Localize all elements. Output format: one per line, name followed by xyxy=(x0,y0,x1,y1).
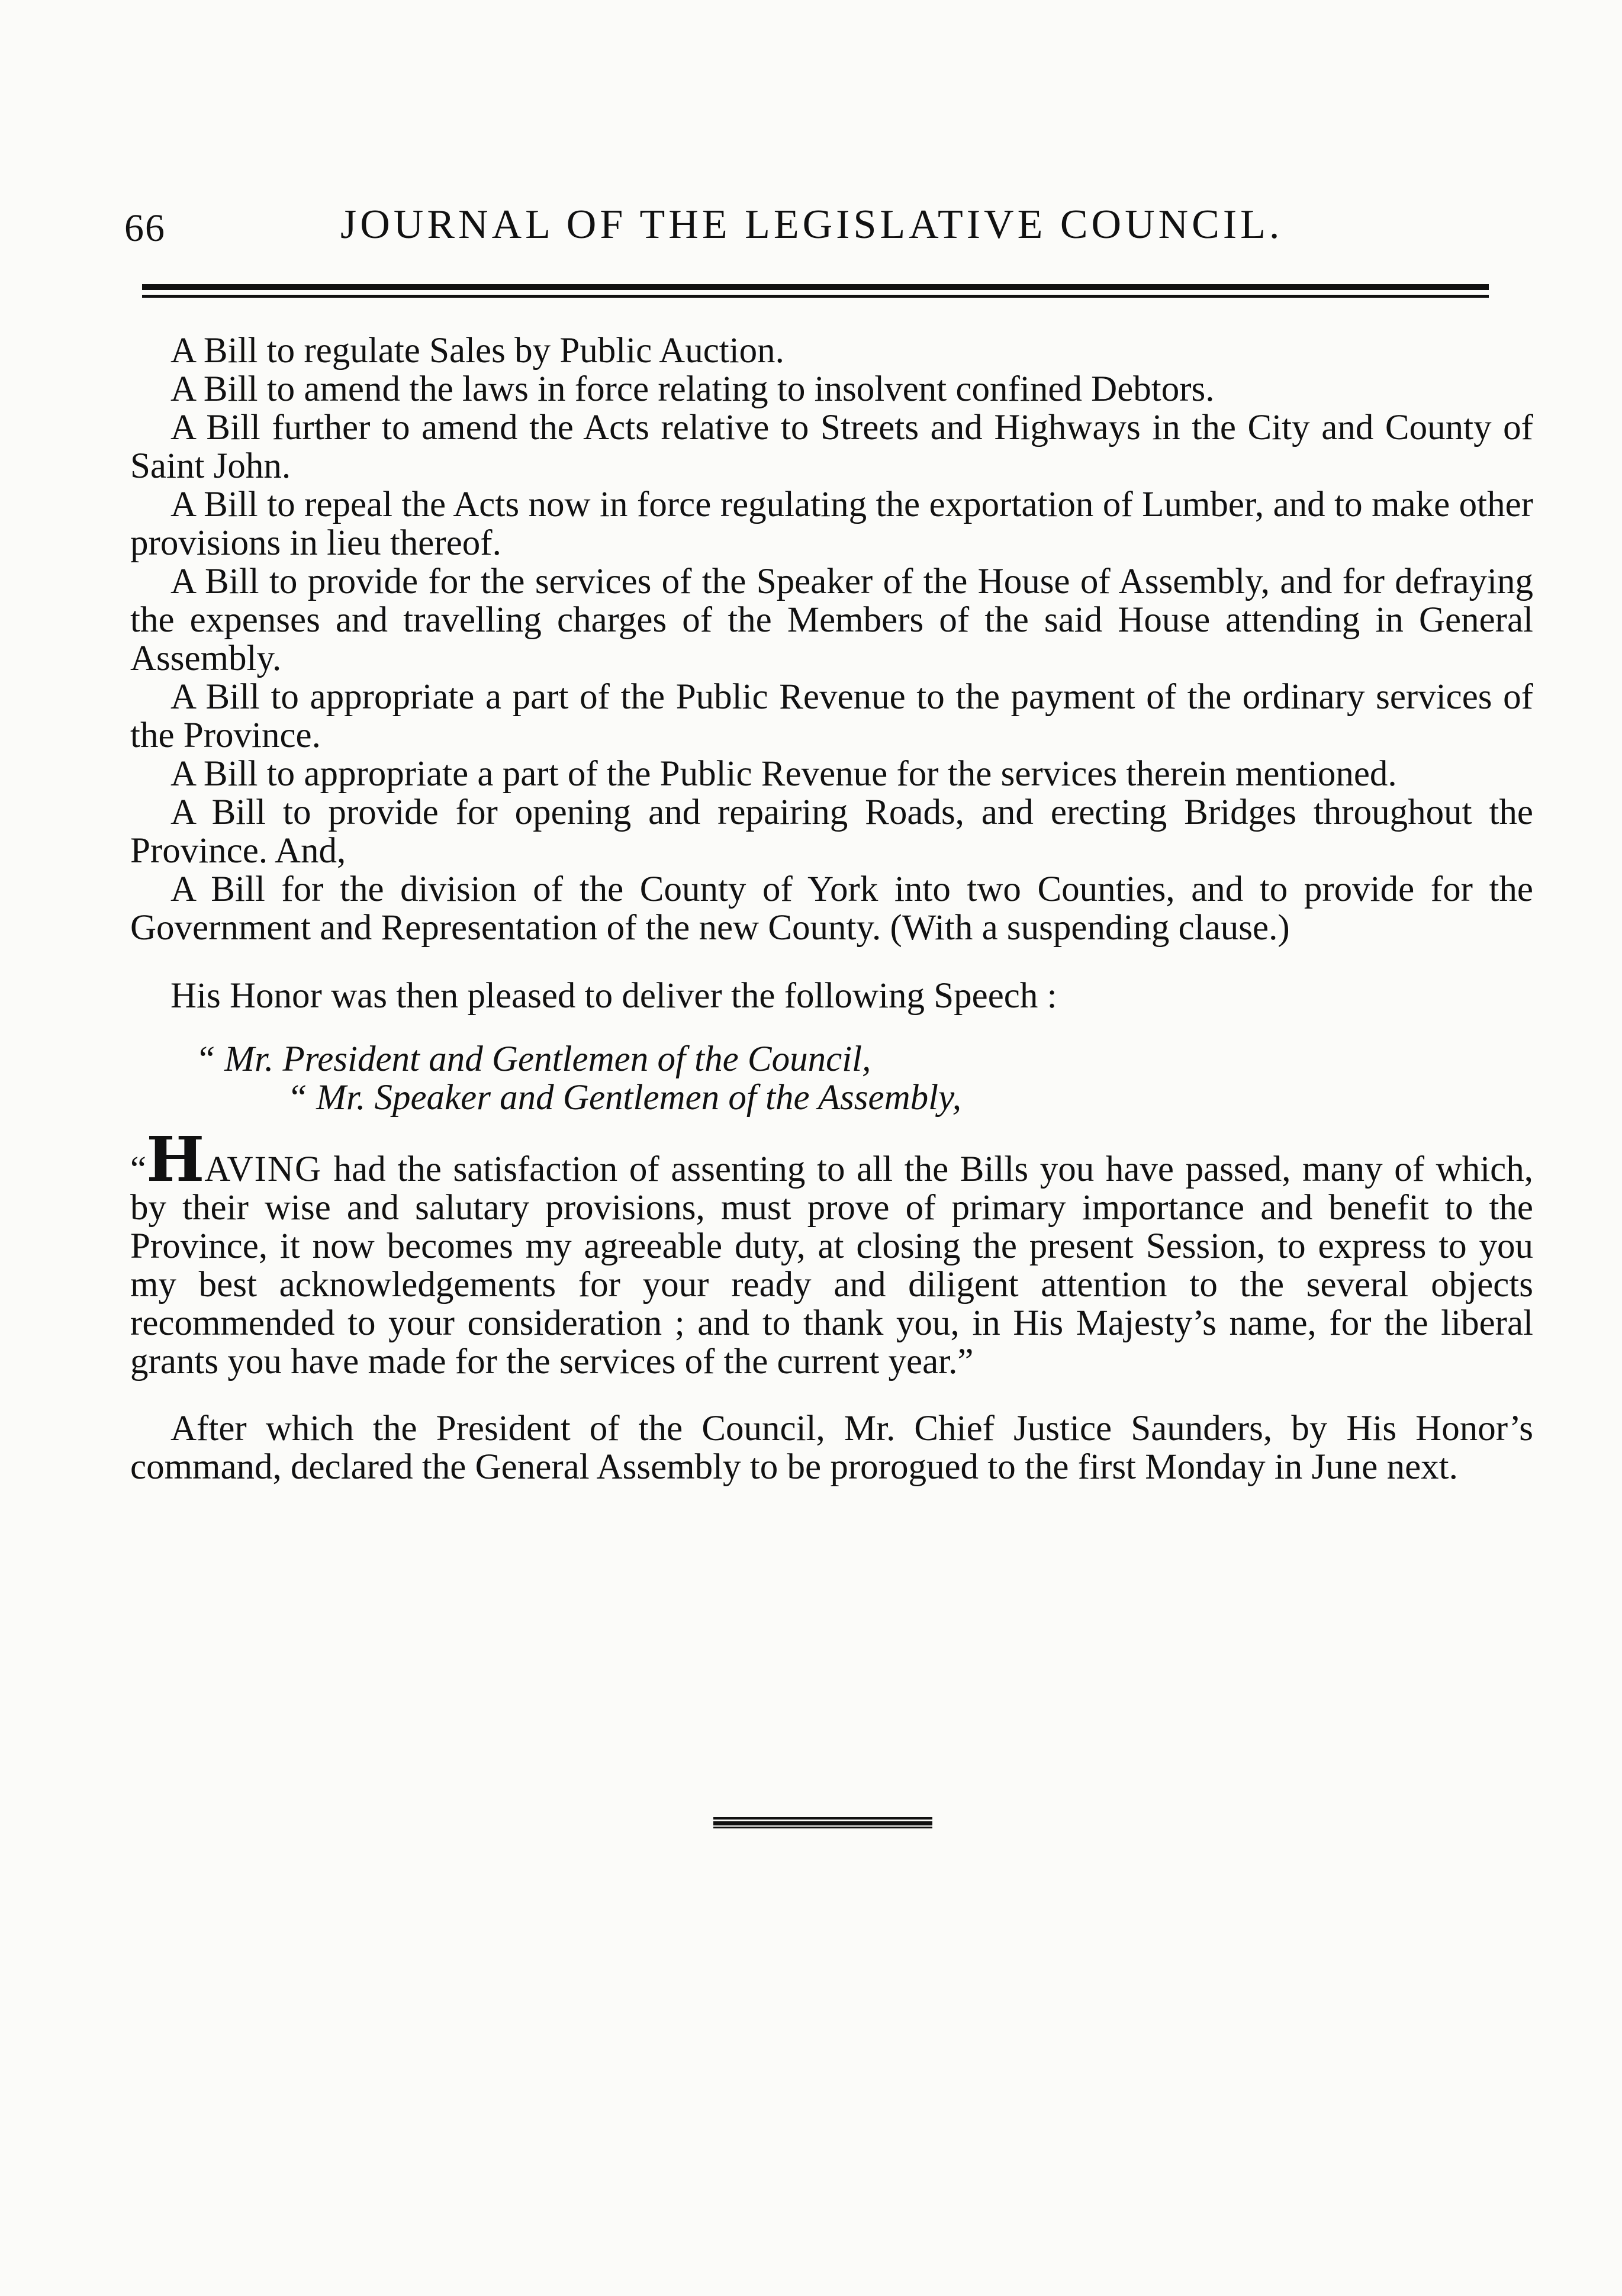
salutation-council: “ Mr. President and Gentlemen of the Council, xyxy=(195,1039,871,1079)
speech-open-quote: “ xyxy=(130,1149,147,1189)
bill-entry: A Bill to provide for opening and repairing Roads, and erecting Bridges throughout the Province. And, xyxy=(130,793,1533,871)
bill-entry: A Bill to provide for the services of the Speaker of the House of Assembly, and for defraying the expenses and travelling charges of the Members of the said House attending in General Assembly. xyxy=(130,562,1533,678)
body-text xyxy=(130,331,1533,1486)
salutation-assembly: “ Mr. Speaker and Gentlemen of the Assembly, xyxy=(287,1078,962,1118)
speech-intro: His Honor was then pleased to deliver the following Speech : xyxy=(170,976,1057,1016)
speech-text xyxy=(130,1123,1533,1382)
speech-body: had the satisfaction of assenting to all the Bills you have passed, many of which, by their wise and salutary provisions, must prove of primary importance and benefit to the Province, it now becomes my agreeable duty, at closing the present Session, to express to you my best acknowledgements for your ready and diligent attention to the several objects recommended to your consideration ; and to thank you, in His Majesty’s name, for the liberal grants you have made for the services of the current year.” xyxy=(130,1149,1533,1382)
prorogation-paragraph: After which the President of the Council, Mr. Chief Justice Saunders, by His Honor’s command, declared the General Assembly to be prorogued to the first Monday in June next. xyxy=(130,1409,1533,1487)
header-rule-thin xyxy=(142,295,1489,298)
closing-rule-line xyxy=(713,1817,932,1820)
page-header xyxy=(124,201,1492,255)
drop-cap-word-rest: AVING xyxy=(204,1149,323,1189)
closing-rule-line xyxy=(713,1821,932,1825)
bill-entry: A Bill further to amend the Acts relative to Streets and Highways in the City and County of Saint John. xyxy=(130,408,1533,486)
header-rule-thick xyxy=(142,284,1489,290)
bill-entry: A Bill to repeal the Acts now in force regulating the exportation of Lumber, and to make other provisions in lieu thereof. xyxy=(130,485,1533,563)
bill-entry: A Bill for the division of the County of York into two Counties, and to provide for the Government and Representation of the new County. (With a suspending clause.) xyxy=(130,870,1533,948)
bill-entry: A Bill to appropriate a part of the Public Revenue for the services therein mentioned. xyxy=(170,754,1397,794)
bill-entry: A Bill to regulate Sales by Public Auction. xyxy=(170,331,784,371)
drop-cap-letter: H xyxy=(146,1123,205,1196)
bill-entry: A Bill to amend the laws in force relating to insolvent confined Debtors. xyxy=(170,369,1215,409)
running-title: JOURNAL OF THE LEGISLATIVE COUNCIL. xyxy=(340,202,1283,247)
bill-entry: A Bill to appropriate a part of the Public Revenue to the payment of the ordinary services of the Province. xyxy=(130,677,1533,755)
closing-rule-line xyxy=(713,1827,932,1828)
page-number: 66 xyxy=(124,207,166,250)
header-double-rule xyxy=(142,284,1489,301)
closing-ornamental-rule xyxy=(713,1817,932,1829)
